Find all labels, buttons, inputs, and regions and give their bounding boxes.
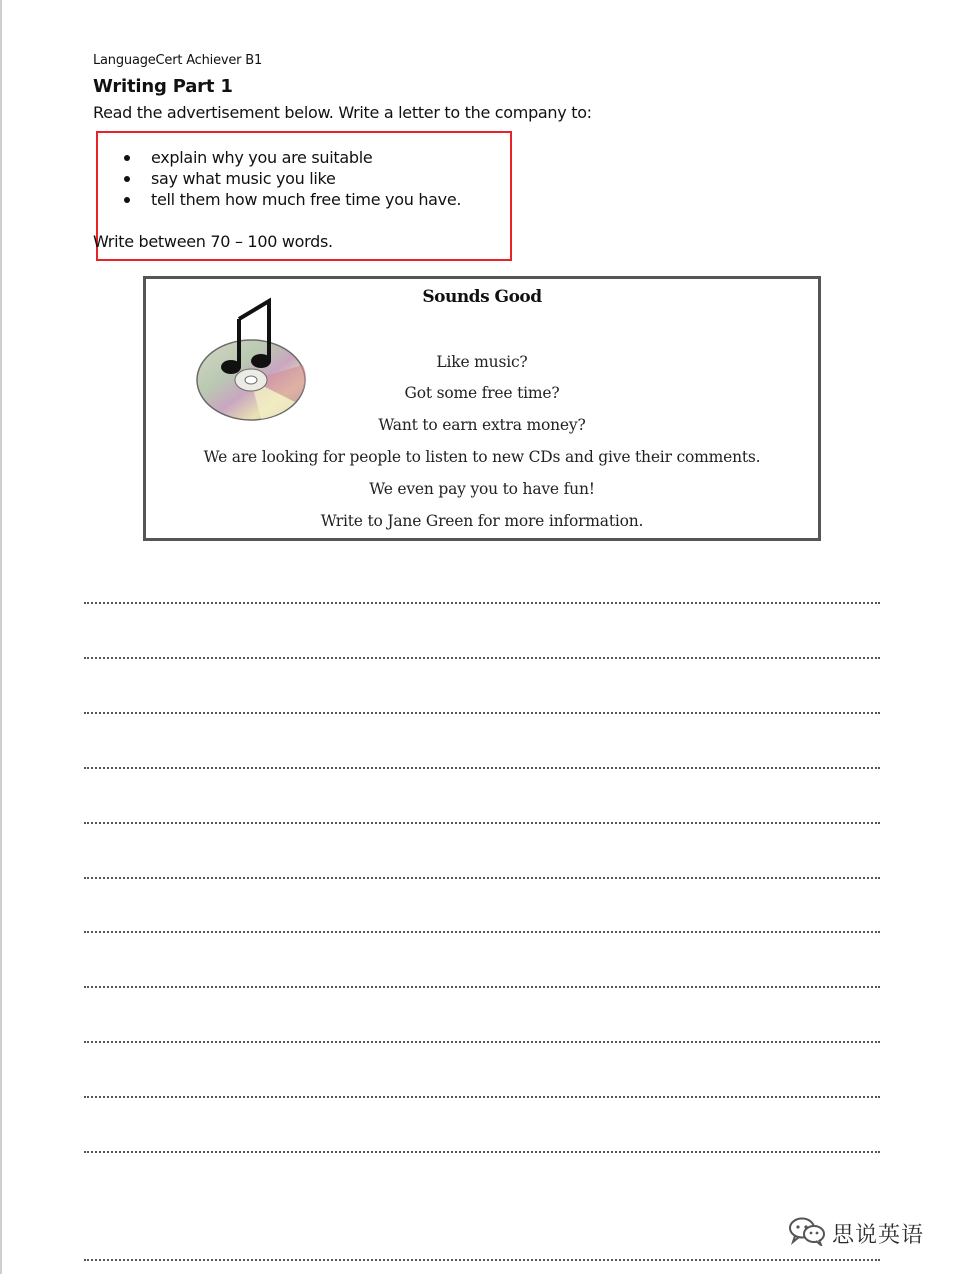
ad-line: We are looking for people to listen to new CDs and give their comments.	[203, 448, 761, 466]
task-bullet	[118, 147, 461, 168]
answer-line	[84, 712, 880, 714]
task-bullet-text: explain why you are suitable	[151, 148, 373, 167]
task-bullet	[118, 168, 461, 189]
bullet-icon	[124, 176, 130, 182]
task-bullet-text: tell them how much free time you have.	[151, 190, 462, 209]
task-instruction: Read the advertisement below. Write a letter to the company to:	[93, 103, 592, 122]
answer-line	[84, 877, 880, 879]
advertisement-box	[143, 276, 821, 541]
task-bullet-text: say what music you like	[151, 169, 336, 188]
ad-line: Write to Jane Green for more information.	[320, 512, 644, 530]
bullet-icon	[124, 155, 130, 161]
ad-line: Got some free time?	[404, 384, 560, 402]
ad-line: Want to earn extra money?	[378, 416, 586, 434]
bullet-icon	[124, 197, 130, 203]
answer-line	[84, 1151, 880, 1153]
wechat-icon	[788, 1216, 826, 1250]
answer-line	[84, 986, 880, 988]
page-title: Writing Part 1	[93, 76, 233, 97]
exam-label: LanguageCert Achiever B1	[93, 53, 263, 68]
answer-line	[84, 931, 880, 933]
ad-title: Sounds Good	[422, 287, 542, 307]
watermark-text: 思说英语	[832, 1222, 925, 1248]
page-left-edge	[0, 0, 2, 1274]
answer-line	[84, 657, 880, 659]
word-limit: Write between 70 – 100 words.	[93, 232, 333, 251]
answer-line	[84, 767, 880, 769]
answer-line	[84, 1041, 880, 1043]
answer-line	[84, 602, 880, 604]
ad-line: Like music?	[436, 353, 528, 371]
answer-line	[84, 822, 880, 824]
task-bullet	[118, 189, 461, 210]
answer-line	[84, 1096, 880, 1098]
ad-line: We even pay you to have fun!	[369, 480, 595, 498]
answer-line	[84, 1259, 880, 1261]
task-bullet-list	[118, 147, 461, 210]
watermark	[788, 1216, 924, 1250]
